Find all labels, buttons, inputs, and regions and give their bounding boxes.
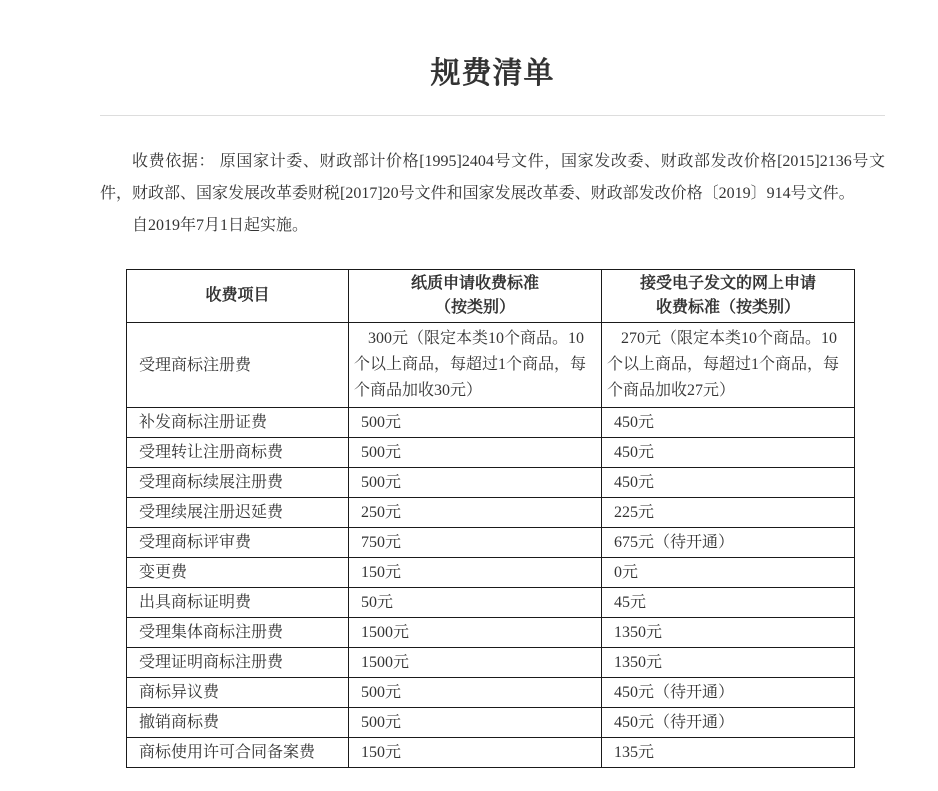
fee-item-cell: 商标异议费 — [127, 678, 349, 708]
column-header-online-standard: 接受电子发文的网上申请 收费标准（按类别） — [602, 270, 855, 323]
paper-fee-cell: 1500元 — [349, 648, 602, 678]
effective-date-text: 自2019年7月1日起实施。 — [132, 217, 309, 234]
paper-fee-cell: 500元 — [349, 408, 602, 438]
table-row — [127, 648, 855, 678]
table-header-row — [127, 270, 855, 323]
online-fee-cell: 1350元 — [602, 648, 855, 678]
paper-fee-cell: 500元 — [349, 708, 602, 738]
online-fee-cell: 450元 — [602, 438, 855, 468]
fee-item-cell: 受理商标续展注册费 — [127, 468, 349, 498]
table-row — [127, 588, 855, 618]
fee-item-cell: 受理转让注册商标费 — [127, 438, 349, 468]
table-row — [127, 498, 855, 528]
online-fee-cell: 1350元 — [602, 618, 855, 648]
table-row — [127, 438, 855, 468]
online-fee-cell: 450元 — [602, 408, 855, 438]
fee-item-cell: 出具商标证明费 — [127, 588, 349, 618]
paper-fee-cell: 150元 — [349, 558, 602, 588]
table-row — [127, 468, 855, 498]
fee-table-body — [127, 323, 855, 768]
online-fee-cell: 675元（待开通） — [602, 528, 855, 558]
table-row — [127, 618, 855, 648]
fee-basis-text: 收费依据： 原国家计委、财政部计价格[1995]2404号文件，国家发改委、财政部发改价格[2015]2136号文件，财政部、国家发展改革委财税[2017]20号文件和国家发展改革委、财政部发改价格〔2019〕914号文件。 — [100, 153, 885, 202]
fee-item-cell: 撤销商标费 — [127, 708, 349, 738]
table-row — [127, 738, 855, 768]
table-row — [127, 323, 855, 408]
column-header-paper-standard: 纸质申请收费标准 （按类别） — [349, 270, 602, 323]
table-row — [127, 708, 855, 738]
online-fee-cell: 450元 — [602, 468, 855, 498]
paper-fee-cell: 50元 — [349, 588, 602, 618]
fee-item-cell: 受理续展注册迟延费 — [127, 498, 349, 528]
fee-table — [126, 269, 855, 768]
table-row — [127, 678, 855, 708]
online-fee-cell: 45元 — [602, 588, 855, 618]
paper-fee-cell: 1500元 — [349, 618, 602, 648]
fee-item-cell: 受理集体商标注册费 — [127, 618, 349, 648]
online-fee-cell: 450元（待开通） — [602, 678, 855, 708]
fee-item-cell: 补发商标注册证费 — [127, 408, 349, 438]
paper-fee-cell: 500元 — [349, 468, 602, 498]
fee-item-cell: 受理商标注册费 — [127, 323, 349, 408]
fee-item-cell: 变更费 — [127, 558, 349, 588]
online-fee-cell: 0元 — [602, 558, 855, 588]
page-title: 规费清单 — [430, 57, 555, 90]
table-row — [127, 558, 855, 588]
title-divider — [100, 115, 885, 116]
online-fee-cell: 450元（待开通） — [602, 708, 855, 738]
fee-item-cell: 受理商标评审费 — [127, 528, 349, 558]
paper-fee-cell: 500元 — [349, 438, 602, 468]
online-fee-cell: 225元 — [602, 498, 855, 528]
fee-item-cell: 商标使用许可合同备案费 — [127, 738, 349, 768]
paper-fee-cell: 150元 — [349, 738, 602, 768]
paper-fee-cell: 300元（限定本类10个商品。10个以上商品，每超过1个商品，每个商品加收30元） — [349, 323, 602, 408]
column-header-fee-item: 收费项目 — [127, 270, 349, 323]
paper-fee-cell: 250元 — [349, 498, 602, 528]
fee-document — [100, 0, 885, 768]
online-fee-cell: 135元 — [602, 738, 855, 768]
table-row — [127, 528, 855, 558]
online-fee-cell: 270元（限定本类10个商品。10个以上商品，每超过1个商品，每个商品加收27元） — [602, 323, 855, 408]
paper-fee-cell: 500元 — [349, 678, 602, 708]
fee-item-cell: 受理证明商标注册费 — [127, 648, 349, 678]
table-row — [127, 408, 855, 438]
paper-fee-cell: 750元 — [349, 528, 602, 558]
